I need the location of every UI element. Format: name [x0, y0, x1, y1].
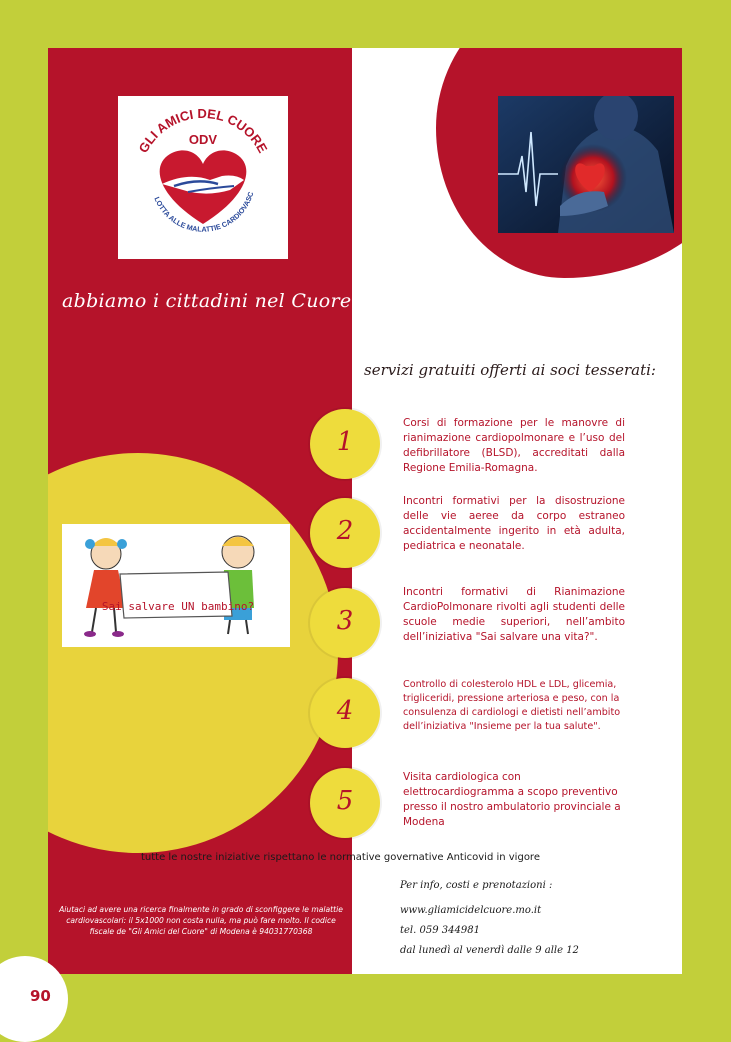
logo-odv: ODV: [188, 132, 218, 147]
covid-note: tutte le nostre iniziative rispettano le normative governative Anticovid in vigore: [141, 852, 540, 863]
service-item-4: Controllo di colesterolo HDL e LDL, glicemia, trigliceridi, pressione arteriosa e peso, con la consulenza di cardiologi e dietisti nell’ambito dell’iniziativa "Insieme per la tua salute".: [403, 679, 621, 732]
info-title: Per info, costi e prenotazioni :: [400, 880, 553, 891]
kids-banner-illustration: [62, 524, 290, 647]
service-number-badge: 4: [310, 678, 380, 748]
association-logo: [118, 96, 288, 259]
logo-ring-text: LOTTA ALLE MALATTIE CARDIOVASC: [152, 190, 256, 234]
banner-text: Sai salvare UN bambino?: [101, 600, 255, 613]
donation-appeal: Aiutaci ad avere una ricerca finalmente in grado di sconfiggere le malattie cardiovascolari: il 5x1000 non costa nulla, ma può fare molto. Il codice fiscale de "Gli Amici del Cuore" di Modena è 94031770368: [59, 905, 343, 936]
service-item-2: Incontri formativi per la disostruzione delle vie aeree da corpo estraneo accidentalmente ingerito in età adulta, pediatrica e neonatale.: [403, 495, 625, 552]
service-number-badge: 2: [310, 498, 380, 568]
service-item-5: Visita cardiologica con elettrocardiogramma a scopo preventivo presso il nostro ambulatorio provinciale a Modena: [403, 771, 621, 828]
logo-title: GLI AMICI DEL CUORE: [135, 105, 271, 156]
heart-attack-photo: [498, 96, 674, 233]
services-heading: servizi gratuiti offerti ai soci tesserati:: [364, 361, 656, 379]
service-item-1: Corsi di formazione per le manovre di rianimazione cardiopolmonare e l’uso del defibrillatore (BLSD), accreditati dalla Regione Emilia-Romagna.: [403, 417, 625, 474]
service-item-3: Incontri formativi di Rianimazione CardioPolmonare rivolti agli studenti delle scuole medie superiori, nell’ambito dell’iniziativa "Sai salvare una vita?".: [403, 586, 625, 643]
flyer-page: [48, 48, 682, 974]
page-number: 90: [30, 987, 51, 1005]
info-phone: tel. 059 344981: [400, 925, 480, 936]
service-number-badge: 5: [310, 768, 380, 838]
tagline: abbiamo i cittadini nel Cuore: [62, 290, 352, 312]
info-hours: dal lunedì al venerdì dalle 9 alle 12: [400, 945, 579, 956]
service-number-badge: 3: [310, 588, 380, 658]
info-website: www.gliamicidelcuore.mo.it: [400, 905, 542, 916]
svg-text:GLI AMICI DEL CUORE: [136, 106, 271, 156]
service-number-badge: 1: [310, 409, 380, 479]
